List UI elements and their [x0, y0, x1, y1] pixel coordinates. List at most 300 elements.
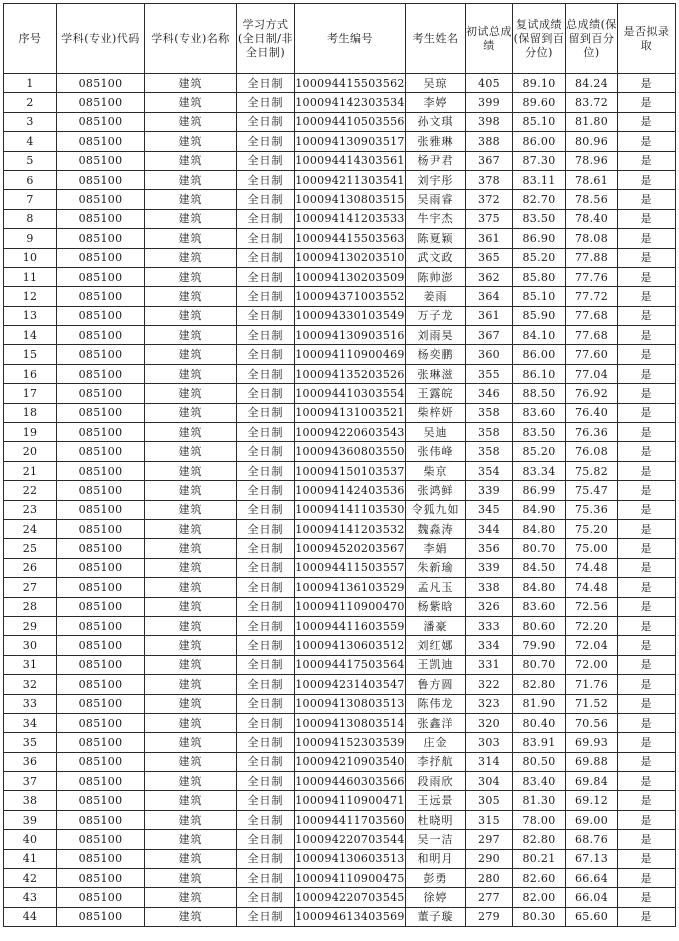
cell-major-code: 085100	[57, 733, 145, 752]
cell-retest-score: 85.80	[513, 267, 566, 286]
header-admitted: 是否拟录取	[618, 4, 676, 74]
cell-study-mode: 全日制	[237, 74, 295, 93]
cell-retest-score: 84.10	[513, 326, 566, 345]
cell-candidate-id: 100094411603559	[295, 616, 406, 635]
cell-admitted: 是	[618, 636, 676, 655]
cell-total-score: 74.48	[566, 578, 618, 597]
cell-major-code: 085100	[57, 616, 145, 635]
cell-study-mode: 全日制	[237, 655, 295, 674]
cell-major-name: 建筑	[145, 578, 237, 597]
cell-seq: 35	[4, 733, 57, 752]
cell-total-score: 72.00	[566, 655, 618, 674]
cell-retest-score: 84.80	[513, 519, 566, 538]
cell-admitted: 是	[618, 713, 676, 732]
cell-total-score: 77.68	[566, 306, 618, 325]
header-seq: 序号	[4, 4, 57, 74]
cell-study-mode: 全日制	[237, 597, 295, 616]
cell-major-code: 085100	[57, 791, 145, 810]
cell-candidate-name: 鲁方圆	[406, 675, 466, 694]
cell-major-code: 085100	[57, 170, 145, 189]
cell-prelim-score: 354	[466, 461, 513, 480]
cell-candidate-name: 孟凡玉	[406, 578, 466, 597]
table-row	[4, 907, 676, 926]
cell-major-code: 085100	[57, 636, 145, 655]
table-row	[4, 616, 676, 635]
table-row	[4, 481, 676, 500]
cell-prelim-score: 277	[466, 888, 513, 907]
cell-candidate-id: 100094220703545	[295, 888, 406, 907]
cell-major-name: 建筑	[145, 713, 237, 732]
cell-seq: 6	[4, 170, 57, 189]
cell-candidate-id: 100094130203509	[295, 267, 406, 286]
cell-retest-score: 83.50	[513, 423, 566, 442]
cell-major-code: 085100	[57, 461, 145, 480]
cell-total-score: 66.64	[566, 869, 618, 888]
cell-major-code: 085100	[57, 229, 145, 248]
cell-total-score: 77.88	[566, 248, 618, 267]
cell-major-name: 建筑	[145, 190, 237, 209]
cell-major-code: 085100	[57, 675, 145, 694]
cell-seq: 40	[4, 830, 57, 849]
cell-prelim-score: 346	[466, 384, 513, 403]
cell-major-code: 085100	[57, 287, 145, 306]
cell-prelim-score: 355	[466, 364, 513, 383]
cell-study-mode: 全日制	[237, 132, 295, 151]
cell-candidate-name: 李婷	[406, 93, 466, 112]
table-row	[4, 287, 676, 306]
table-row	[4, 539, 676, 558]
table-row	[4, 74, 676, 93]
cell-retest-score: 85.90	[513, 306, 566, 325]
cell-study-mode: 全日制	[237, 713, 295, 732]
cell-candidate-name: 杨紫晗	[406, 597, 466, 616]
cell-candidate-name: 潘豪	[406, 616, 466, 635]
cell-admitted: 是	[618, 888, 676, 907]
table-row	[4, 461, 676, 480]
cell-prelim-score: 315	[466, 810, 513, 829]
cell-candidate-name: 和明月	[406, 849, 466, 868]
cell-candidate-name: 牛宇杰	[406, 209, 466, 228]
cell-candidate-name: 张鑫洋	[406, 713, 466, 732]
cell-candidate-name: 吴琼	[406, 74, 466, 93]
cell-seq: 11	[4, 267, 57, 286]
cell-retest-score: 80.60	[513, 616, 566, 635]
cell-admitted: 是	[618, 287, 676, 306]
cell-major-code: 085100	[57, 539, 145, 558]
cell-admitted: 是	[618, 558, 676, 577]
cell-candidate-name: 李娟	[406, 539, 466, 558]
cell-candidate-id: 100094411703560	[295, 810, 406, 829]
cell-total-score: 70.56	[566, 713, 618, 732]
cell-prelim-score: 358	[466, 423, 513, 442]
cell-admitted: 是	[618, 519, 676, 538]
cell-major-code: 085100	[57, 772, 145, 791]
cell-total-score: 78.08	[566, 229, 618, 248]
cell-retest-score: 86.90	[513, 229, 566, 248]
cell-total-score: 69.93	[566, 733, 618, 752]
cell-major-code: 085100	[57, 830, 145, 849]
header-study-mode: 学习方式(全日制/非全日制)	[237, 4, 295, 74]
cell-candidate-name: 魏淼涛	[406, 519, 466, 538]
cell-study-mode: 全日制	[237, 403, 295, 422]
cell-total-score: 67.13	[566, 849, 618, 868]
cell-study-mode: 全日制	[237, 849, 295, 868]
cell-candidate-id: 100094130603513	[295, 849, 406, 868]
table-row	[4, 888, 676, 907]
cell-candidate-id: 100094110900469	[295, 345, 406, 364]
cell-candidate-id: 100094210903540	[295, 752, 406, 771]
cell-candidate-name: 陈伟龙	[406, 694, 466, 713]
table-row	[4, 384, 676, 403]
cell-candidate-id: 100094136103529	[295, 578, 406, 597]
cell-prelim-score: 333	[466, 616, 513, 635]
cell-study-mode: 全日制	[237, 791, 295, 810]
cell-study-mode: 全日制	[237, 151, 295, 170]
cell-major-name: 建筑	[145, 849, 237, 868]
cell-retest-score: 86.10	[513, 364, 566, 383]
cell-prelim-score: 345	[466, 500, 513, 519]
cell-retest-score: 89.60	[513, 93, 566, 112]
cell-major-code: 085100	[57, 93, 145, 112]
cell-candidate-name: 陈夏颖	[406, 229, 466, 248]
cell-candidate-id: 100094141203533	[295, 209, 406, 228]
cell-major-name: 建筑	[145, 636, 237, 655]
cell-candidate-name: 吴一洁	[406, 830, 466, 849]
cell-candidate-name: 庄金	[406, 733, 466, 752]
cell-study-mode: 全日制	[237, 481, 295, 500]
cell-prelim-score: 367	[466, 151, 513, 170]
cell-seq: 23	[4, 500, 57, 519]
cell-retest-score: 78.00	[513, 810, 566, 829]
cell-study-mode: 全日制	[237, 93, 295, 112]
cell-admitted: 是	[618, 132, 676, 151]
table-row	[4, 209, 676, 228]
cell-admitted: 是	[618, 481, 676, 500]
cell-retest-score: 80.21	[513, 849, 566, 868]
table-row	[4, 558, 676, 577]
cell-candidate-name: 吴雨睿	[406, 190, 466, 209]
cell-major-name: 建筑	[145, 403, 237, 422]
cell-candidate-id: 100094142303534	[295, 93, 406, 112]
admission-list-sheet	[3, 3, 675, 927]
cell-seq: 16	[4, 364, 57, 383]
table-row	[4, 752, 676, 771]
cell-total-score: 78.56	[566, 190, 618, 209]
cell-total-score: 71.52	[566, 694, 618, 713]
cell-study-mode: 全日制	[237, 830, 295, 849]
cell-major-code: 085100	[57, 558, 145, 577]
cell-admitted: 是	[618, 364, 676, 383]
cell-candidate-id: 100094150103537	[295, 461, 406, 480]
cell-major-code: 085100	[57, 74, 145, 93]
cell-seq: 7	[4, 190, 57, 209]
cell-admitted: 是	[618, 345, 676, 364]
cell-seq: 13	[4, 306, 57, 325]
header-prelim-score: 初试总成绩	[466, 4, 513, 74]
cell-candidate-id: 100094130203510	[295, 248, 406, 267]
cell-seq: 29	[4, 616, 57, 635]
cell-total-score: 66.04	[566, 888, 618, 907]
cell-admitted: 是	[618, 907, 676, 926]
cell-major-name: 建筑	[145, 791, 237, 810]
cell-total-score: 76.40	[566, 403, 618, 422]
cell-major-code: 085100	[57, 442, 145, 461]
cell-study-mode: 全日制	[237, 345, 295, 364]
cell-retest-score: 86.00	[513, 345, 566, 364]
cell-major-code: 085100	[57, 597, 145, 616]
table-row	[4, 519, 676, 538]
cell-study-mode: 全日制	[237, 869, 295, 888]
cell-prelim-score: 358	[466, 403, 513, 422]
cell-major-code: 085100	[57, 403, 145, 422]
cell-admitted: 是	[618, 772, 676, 791]
cell-major-name: 建筑	[145, 93, 237, 112]
table-row	[4, 248, 676, 267]
cell-major-name: 建筑	[145, 248, 237, 267]
cell-total-score: 69.88	[566, 752, 618, 771]
cell-major-code: 085100	[57, 752, 145, 771]
cell-total-score: 75.47	[566, 481, 618, 500]
cell-total-score: 78.96	[566, 151, 618, 170]
cell-total-score: 69.00	[566, 810, 618, 829]
cell-admitted: 是	[618, 461, 676, 480]
cell-admitted: 是	[618, 326, 676, 345]
cell-prelim-score: 326	[466, 597, 513, 616]
cell-candidate-id: 100094460303566	[295, 772, 406, 791]
cell-total-score: 72.04	[566, 636, 618, 655]
cell-prelim-score: 304	[466, 772, 513, 791]
cell-admitted: 是	[618, 810, 676, 829]
cell-major-name: 建筑	[145, 558, 237, 577]
cell-candidate-name: 段雨欣	[406, 772, 466, 791]
header-total-score: 总成绩(保留到百分位)	[566, 4, 618, 74]
cell-retest-score: 85.20	[513, 248, 566, 267]
cell-candidate-id: 100094520203567	[295, 539, 406, 558]
cell-candidate-id: 100094110900470	[295, 597, 406, 616]
table-row	[4, 170, 676, 189]
cell-candidate-name: 令狐九如	[406, 500, 466, 519]
cell-major-code: 085100	[57, 209, 145, 228]
cell-prelim-score: 378	[466, 170, 513, 189]
cell-prelim-score: 388	[466, 132, 513, 151]
cell-admitted: 是	[618, 733, 676, 752]
cell-study-mode: 全日制	[237, 558, 295, 577]
cell-candidate-id: 100094131003521	[295, 403, 406, 422]
cell-candidate-name: 徐婷	[406, 888, 466, 907]
cell-study-mode: 全日制	[237, 326, 295, 345]
cell-admitted: 是	[618, 675, 676, 694]
cell-total-score: 77.76	[566, 267, 618, 286]
cell-study-mode: 全日制	[237, 461, 295, 480]
cell-major-code: 085100	[57, 364, 145, 383]
cell-candidate-id: 100094411503557	[295, 558, 406, 577]
cell-candidate-name: 张伟峰	[406, 442, 466, 461]
cell-major-name: 建筑	[145, 461, 237, 480]
cell-seq: 28	[4, 597, 57, 616]
cell-candidate-id: 100094141203532	[295, 519, 406, 538]
cell-retest-score: 84.90	[513, 500, 566, 519]
header-candidate-id: 考生编号	[295, 4, 406, 74]
cell-candidate-id: 100094135203526	[295, 364, 406, 383]
cell-total-score: 77.04	[566, 364, 618, 383]
cell-total-score: 72.56	[566, 597, 618, 616]
table-row	[4, 190, 676, 209]
cell-total-score: 68.76	[566, 830, 618, 849]
cell-prelim-score: 375	[466, 209, 513, 228]
cell-total-score: 72.20	[566, 616, 618, 635]
cell-major-name: 建筑	[145, 209, 237, 228]
table-row	[4, 772, 676, 791]
cell-study-mode: 全日制	[237, 229, 295, 248]
cell-retest-score: 82.70	[513, 190, 566, 209]
cell-retest-score: 89.10	[513, 74, 566, 93]
cell-candidate-name: 孙文琪	[406, 112, 466, 131]
cell-prelim-score: 334	[466, 636, 513, 655]
cell-study-mode: 全日制	[237, 810, 295, 829]
cell-retest-score: 86.00	[513, 132, 566, 151]
cell-seq: 33	[4, 694, 57, 713]
cell-major-name: 建筑	[145, 675, 237, 694]
table-row	[4, 364, 676, 383]
cell-major-code: 085100	[57, 345, 145, 364]
header-major-name: 学科(专业)名称	[145, 4, 237, 74]
cell-seq: 39	[4, 810, 57, 829]
cell-prelim-score: 290	[466, 849, 513, 868]
cell-retest-score: 83.11	[513, 170, 566, 189]
cell-major-name: 建筑	[145, 151, 237, 170]
cell-major-name: 建筑	[145, 597, 237, 616]
cell-candidate-id: 100094360803550	[295, 442, 406, 461]
cell-major-name: 建筑	[145, 772, 237, 791]
cell-total-score: 77.68	[566, 326, 618, 345]
cell-seq: 37	[4, 772, 57, 791]
cell-candidate-name: 刘宇彤	[406, 170, 466, 189]
cell-study-mode: 全日制	[237, 888, 295, 907]
cell-major-name: 建筑	[145, 519, 237, 538]
cell-major-code: 085100	[57, 869, 145, 888]
cell-major-code: 085100	[57, 248, 145, 267]
cell-major-name: 建筑	[145, 287, 237, 306]
cell-major-name: 建筑	[145, 830, 237, 849]
cell-retest-score: 82.80	[513, 830, 566, 849]
cell-admitted: 是	[618, 539, 676, 558]
cell-major-name: 建筑	[145, 306, 237, 325]
cell-candidate-id: 100094220703544	[295, 830, 406, 849]
cell-major-code: 085100	[57, 481, 145, 500]
cell-candidate-name: 王凯迪	[406, 655, 466, 674]
table-row	[4, 713, 676, 732]
cell-total-score: 77.60	[566, 345, 618, 364]
cell-study-mode: 全日制	[237, 170, 295, 189]
cell-seq: 19	[4, 423, 57, 442]
cell-major-name: 建筑	[145, 267, 237, 286]
cell-seq: 2	[4, 93, 57, 112]
cell-admitted: 是	[618, 403, 676, 422]
cell-admitted: 是	[618, 170, 676, 189]
header-retest-score: 复试成绩(保留到百分位)	[513, 4, 566, 74]
cell-prelim-score: 361	[466, 306, 513, 325]
cell-total-score: 76.08	[566, 442, 618, 461]
table-row	[4, 403, 676, 422]
cell-major-name: 建筑	[145, 500, 237, 519]
cell-seq: 34	[4, 713, 57, 732]
cell-candidate-name: 王露皖	[406, 384, 466, 403]
cell-retest-score: 83.34	[513, 461, 566, 480]
cell-retest-score: 86.99	[513, 481, 566, 500]
table-row	[4, 442, 676, 461]
cell-candidate-id: 100094330103549	[295, 306, 406, 325]
cell-major-name: 建筑	[145, 442, 237, 461]
cell-major-name: 建筑	[145, 74, 237, 93]
cell-study-mode: 全日制	[237, 636, 295, 655]
cell-seq: 25	[4, 539, 57, 558]
cell-major-name: 建筑	[145, 229, 237, 248]
cell-admitted: 是	[618, 151, 676, 170]
cell-seq: 3	[4, 112, 57, 131]
cell-seq: 14	[4, 326, 57, 345]
cell-seq: 41	[4, 849, 57, 868]
cell-study-mode: 全日制	[237, 675, 295, 694]
cell-candidate-name: 朱新瑜	[406, 558, 466, 577]
cell-candidate-id: 100094130903516	[295, 326, 406, 345]
cell-total-score: 84.24	[566, 74, 618, 93]
cell-prelim-score: 322	[466, 675, 513, 694]
cell-total-score: 75.36	[566, 500, 618, 519]
cell-major-name: 建筑	[145, 539, 237, 558]
cell-admitted: 是	[618, 655, 676, 674]
cell-major-code: 085100	[57, 423, 145, 442]
cell-study-mode: 全日制	[237, 733, 295, 752]
cell-study-mode: 全日制	[237, 442, 295, 461]
cell-prelim-score: 364	[466, 287, 513, 306]
cell-prelim-score: 367	[466, 326, 513, 345]
cell-total-score: 83.72	[566, 93, 618, 112]
cell-candidate-id: 100094415503562	[295, 74, 406, 93]
cell-candidate-name: 彭勇	[406, 869, 466, 888]
cell-seq: 32	[4, 675, 57, 694]
cell-total-score: 78.40	[566, 209, 618, 228]
cell-seq: 8	[4, 209, 57, 228]
cell-major-name: 建筑	[145, 616, 237, 635]
cell-seq: 20	[4, 442, 57, 461]
cell-candidate-id: 100094211303541	[295, 170, 406, 189]
table-row	[4, 675, 676, 694]
cell-retest-score: 88.50	[513, 384, 566, 403]
cell-prelim-score: 399	[466, 93, 513, 112]
cell-study-mode: 全日制	[237, 209, 295, 228]
cell-total-score: 76.92	[566, 384, 618, 403]
cell-study-mode: 全日制	[237, 190, 295, 209]
cell-prelim-score: 362	[466, 267, 513, 286]
cell-major-code: 085100	[57, 132, 145, 151]
header-row	[4, 4, 676, 74]
cell-prelim-score: 339	[466, 558, 513, 577]
cell-prelim-score: 405	[466, 74, 513, 93]
cell-candidate-name: 李抒航	[406, 752, 466, 771]
cell-retest-score: 82.80	[513, 675, 566, 694]
cell-retest-score: 81.30	[513, 791, 566, 810]
cell-total-score: 77.72	[566, 287, 618, 306]
cell-candidate-name: 柴梓妍	[406, 403, 466, 422]
cell-major-name: 建筑	[145, 326, 237, 345]
cell-major-code: 085100	[57, 888, 145, 907]
cell-candidate-id: 100094231403547	[295, 675, 406, 694]
cell-study-mode: 全日制	[237, 500, 295, 519]
cell-candidate-id: 100094613403569	[295, 907, 406, 926]
table-row	[4, 830, 676, 849]
cell-study-mode: 全日制	[237, 752, 295, 771]
cell-major-code: 085100	[57, 655, 145, 674]
